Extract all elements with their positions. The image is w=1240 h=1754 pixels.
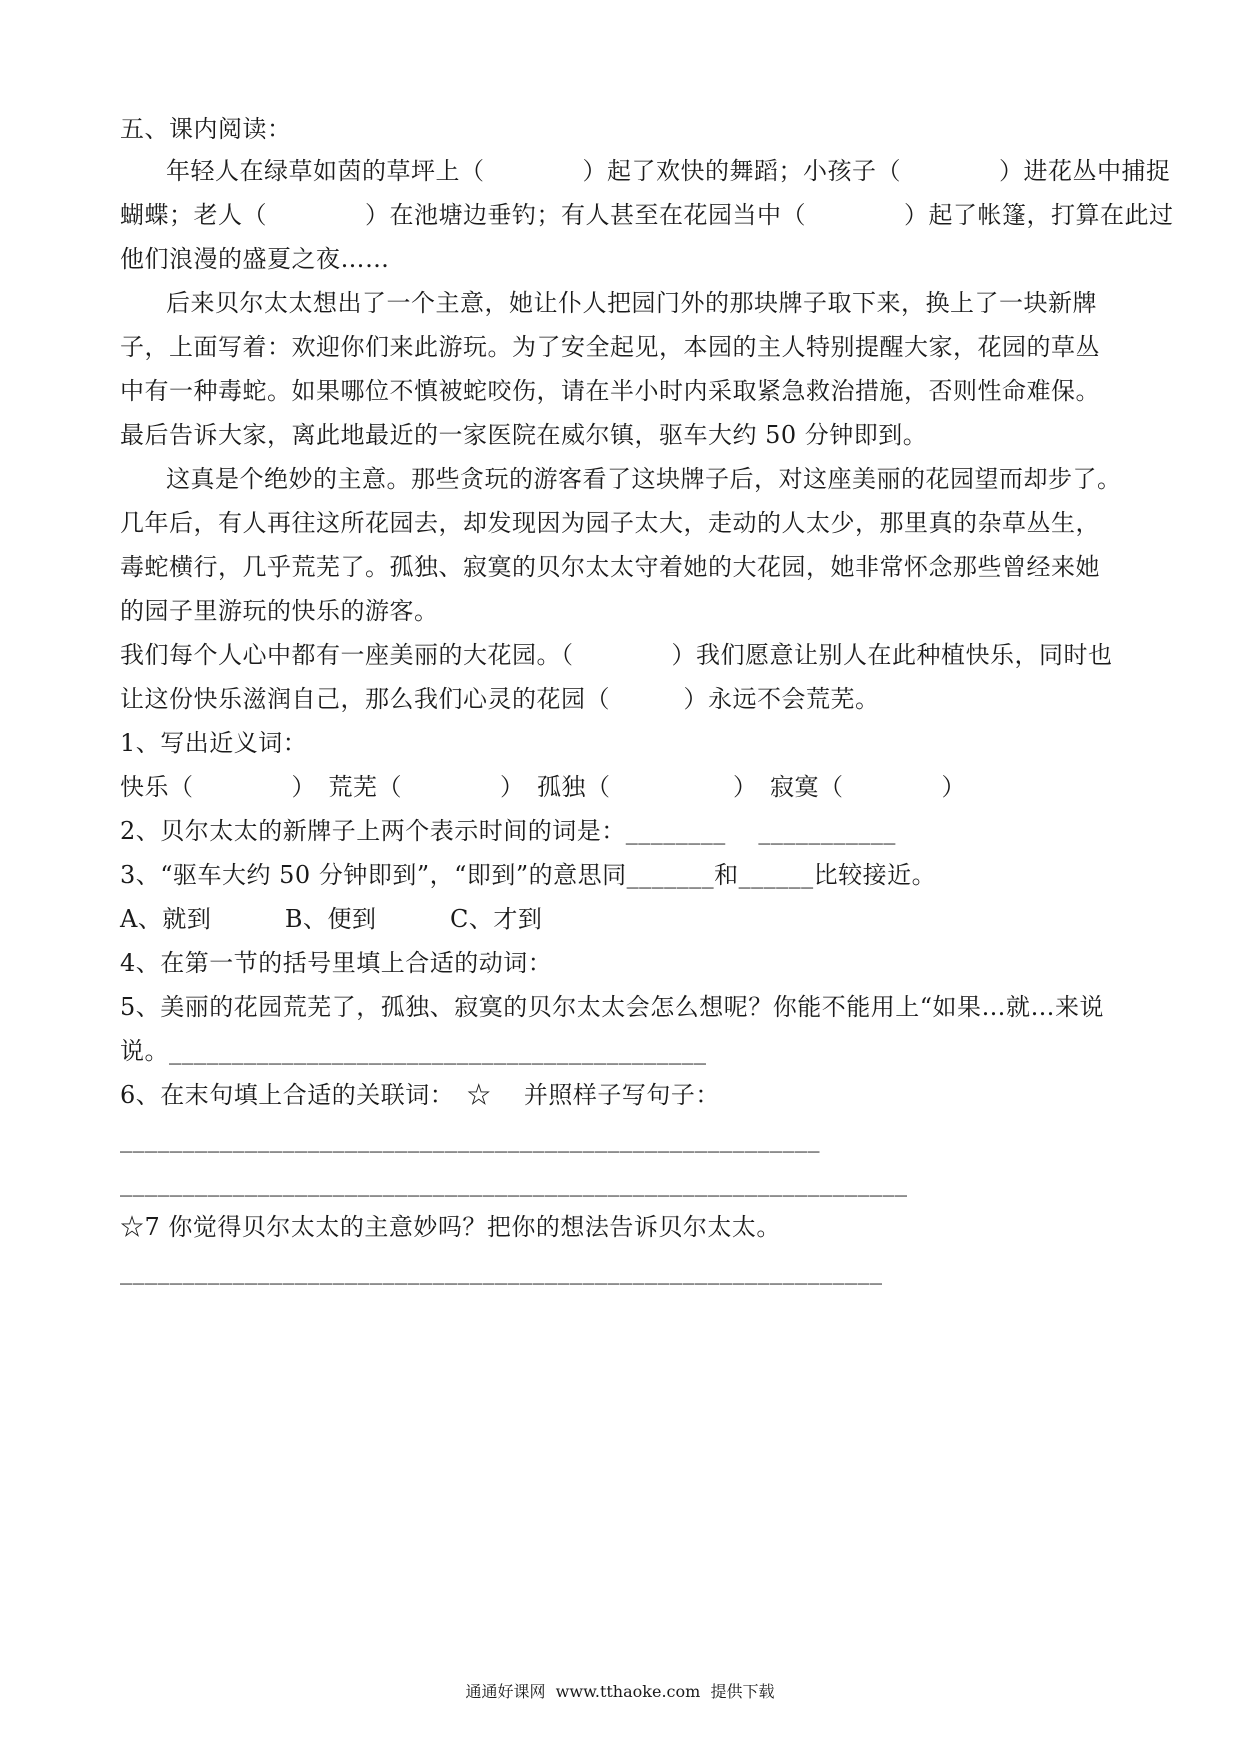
passage-line: 蝴蝶；老人（ ）在池塘边垂钓；有人甚至在花园当中（ ）起了帐篷，打算在此过 (120, 201, 1174, 229)
question-7: ☆7 你觉得贝尔太太的主意妙吗？把你的想法告诉贝尔太太。 (120, 1213, 781, 1241)
passage-line: 毒蛇横行，几乎荒芜了。孤独、寂寞的贝尔太太守着她的大花园，她非常怀念那些曾经来她 (120, 553, 1100, 581)
question-1-items: 快乐（ ） 荒芜（ ） 孤独（ ） 寂寞（ ） (120, 773, 966, 801)
question-3: 3、“驱车大约 50 分钟即到”，“即到”的意思同_______和______比较接近。 (120, 861, 937, 889)
passage-line: 年轻人在绿草如茵的草坪上（ ）起了欢快的舞蹈；小孩子（ ）进花丛中捕捉 (166, 157, 1171, 185)
passage-line: 子，上面写着：欢迎你们来此游玩。为了安全起见，本园的主人特别提醒大家，花园的草丛 (120, 333, 1100, 361)
question-6: 6、在末句填上合适的关联词： ☆ 并照样子写句子： (120, 1081, 720, 1109)
question-5-answer-line: 说。___________________________________________ (120, 1037, 707, 1065)
passage-line: 我们每个人心中都有一座美丽的大花园。（ ）我们愿意让别人在此种植快乐，同时也 (120, 641, 1113, 669)
answer-line: ________________________________________________________ (120, 1125, 820, 1153)
passage-line: 后来贝尔太太想出了一个主意，她让仆人把园门外的那块牌子取下来，换上了一块新牌 (166, 289, 1097, 317)
question-5: 5、美丽的花园荒芜了，孤独、寂寞的贝尔太太会怎么想呢？你能不能用上“如果…就…来说 (120, 993, 1105, 1021)
passage-line: 让这份快乐滋润自己，那么我们心灵的花园（ ）永远不会荒芜。 (120, 685, 880, 713)
passage-line: 中有一种毒蛇。如果哪位不慎被蛇咬伤，请在半小时内采取紧急救治措施，否则性命难保。 (120, 377, 1100, 405)
passage-line: 最后告诉大家，离此地最近的一家医院在威尔镇，驱车大约 50 分钟即到。 (120, 421, 928, 449)
passage-line: 他们浪漫的盛夏之夜…… (120, 245, 390, 273)
question-3-options: A、就到 B、便到 C、才到 (120, 905, 543, 933)
section-title: 五、课内阅读： (120, 115, 292, 143)
question-4: 4、在第一节的括号里填上合适的动词： (120, 949, 553, 977)
answer-line: _______________________________________________________________ (120, 1169, 908, 1197)
answer-line: _____________________________________________________________ (120, 1257, 883, 1285)
passage-line: 几年后，有人再往这所花园去，却发现因为园子太大，走动的人太少，那里真的杂草丛生， (120, 509, 1100, 537)
question-2: 2、贝尔太太的新牌子上两个表示时间的词是：________ ___________ (120, 817, 896, 845)
question-1: 1、写出近义词： (120, 729, 308, 757)
passage-line: 的园子里游玩的快乐的游客。 (120, 597, 439, 625)
footer-credit: 通通好课网 www.tthaoke.com 提供下载 (465, 1682, 775, 1701)
passage-line: 这真是个绝妙的主意。那些贪玩的游客看了这块牌子后，对这座美丽的花园望而却步了。 (166, 465, 1122, 493)
